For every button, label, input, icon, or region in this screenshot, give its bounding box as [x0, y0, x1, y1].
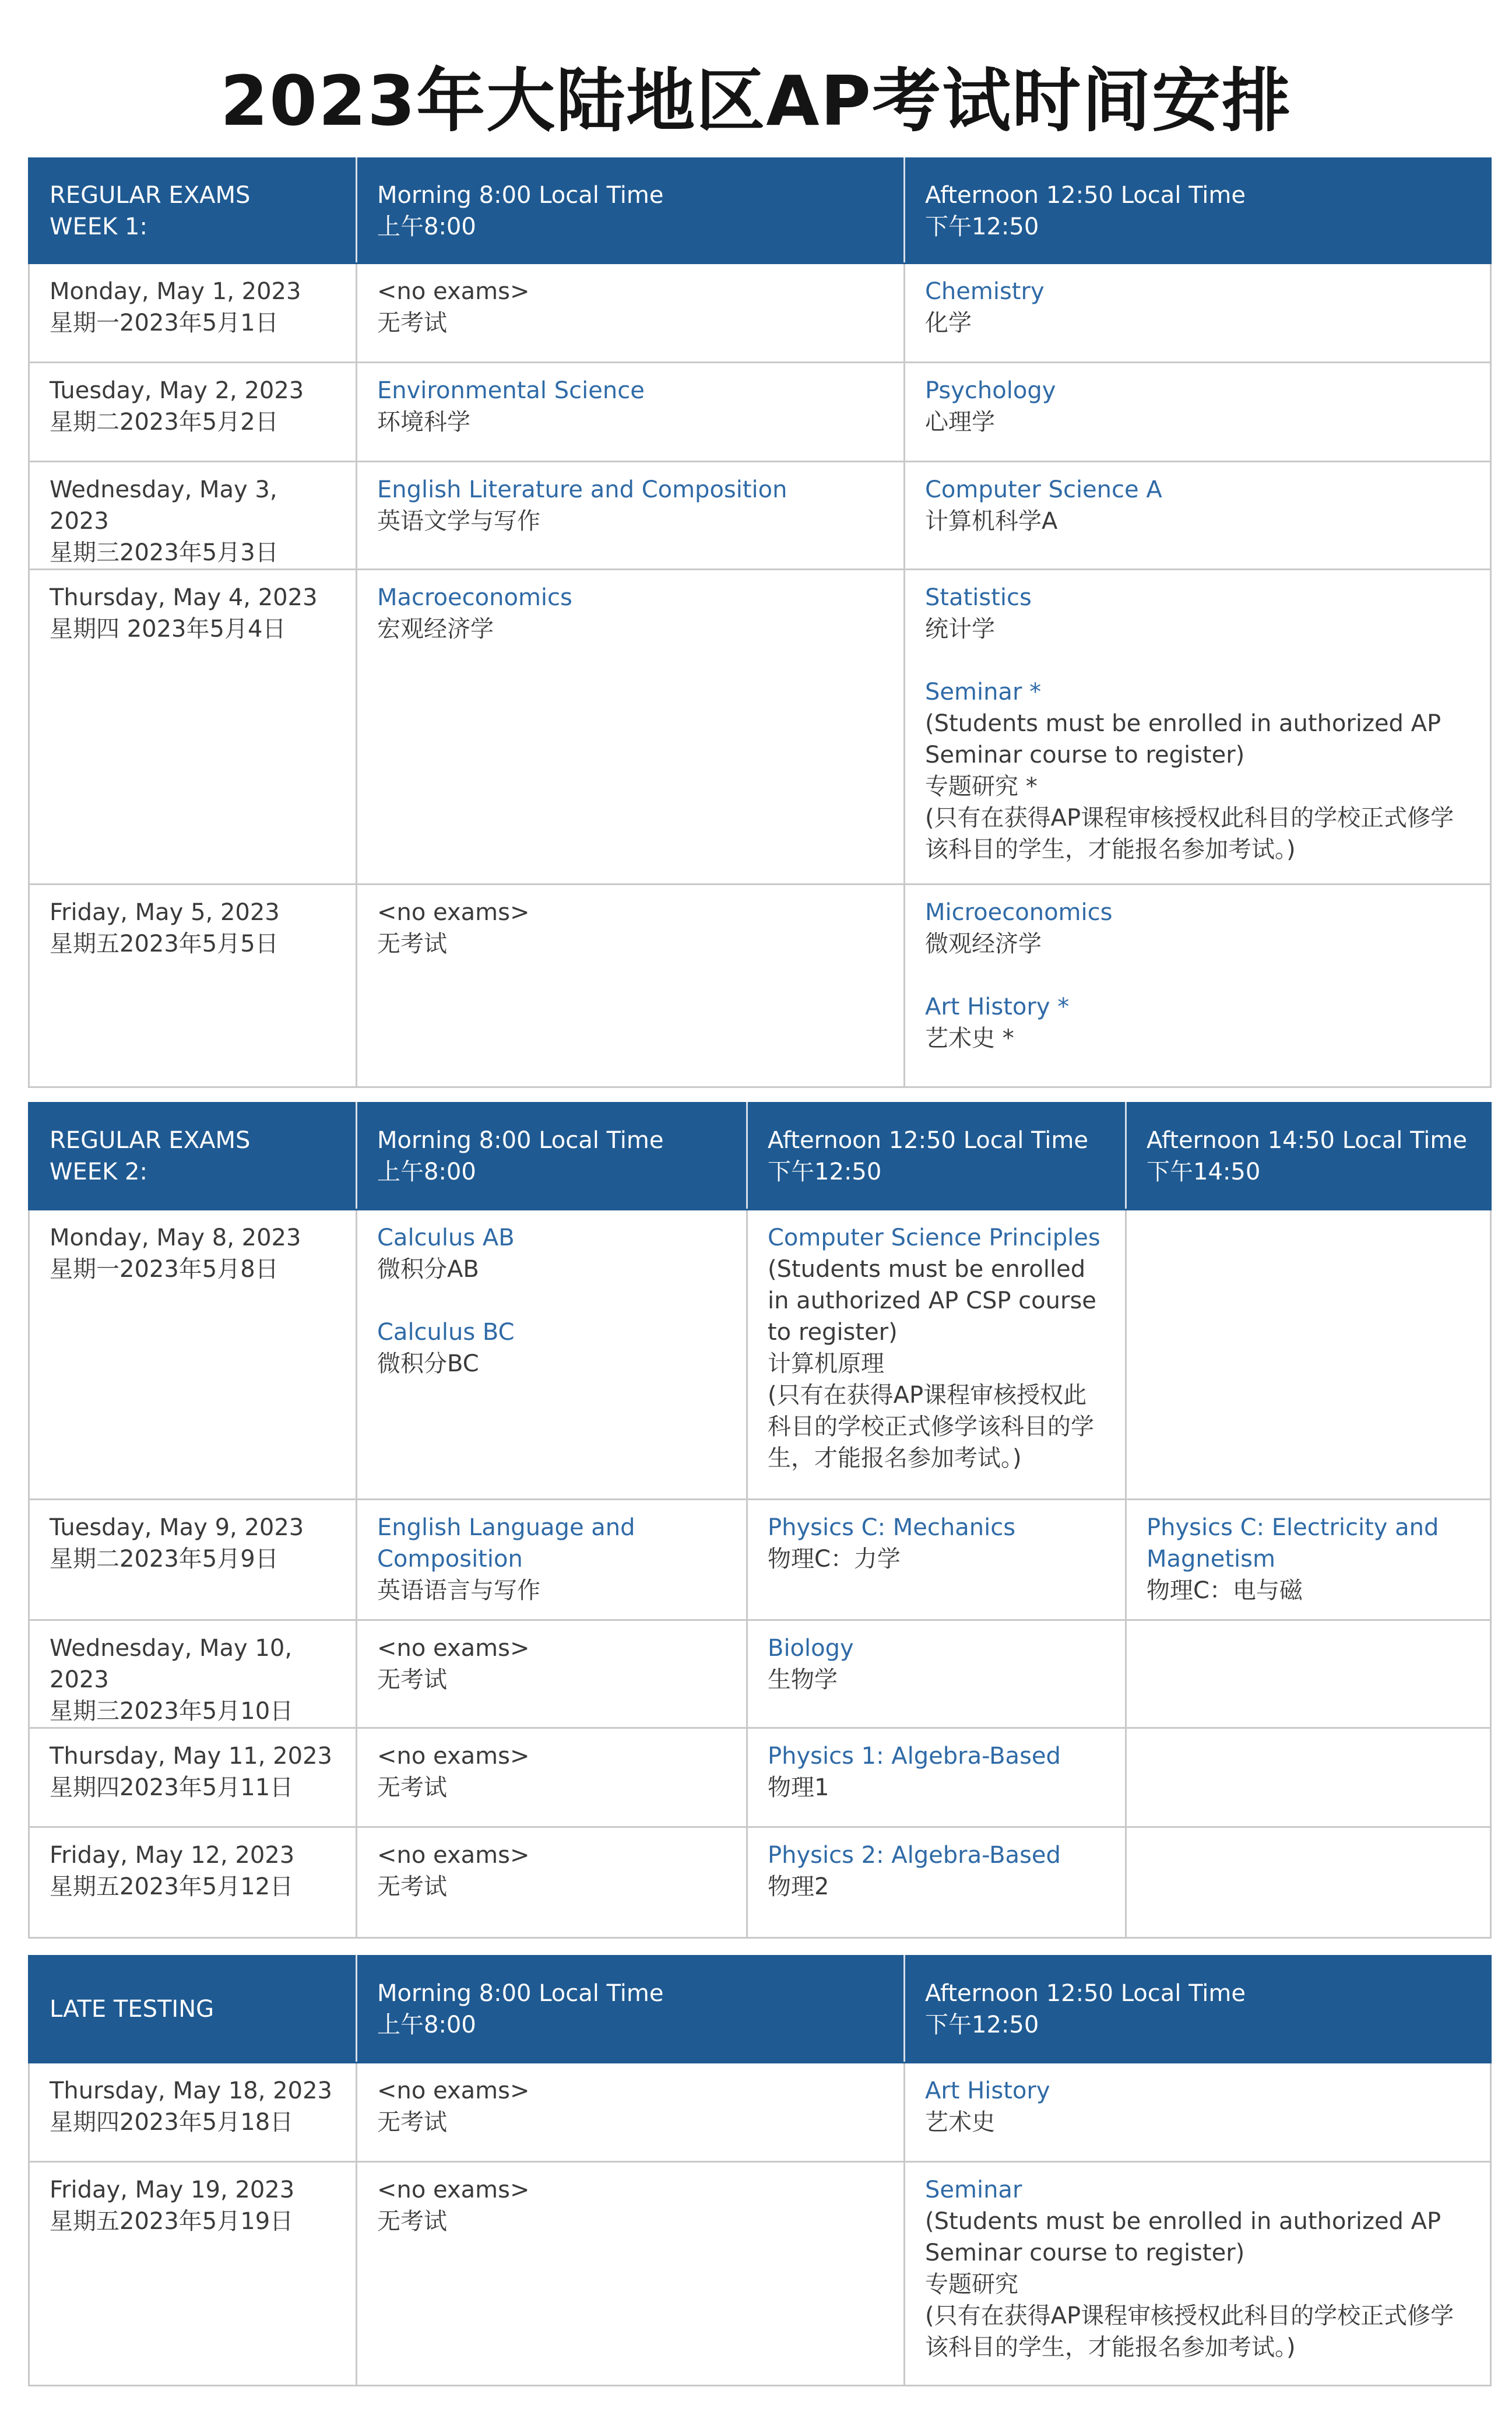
table-header-row: [29, 1103, 1491, 1210]
cell-text: <no exams>: [377, 1842, 530, 1869]
cell-text: Afternoon 12:50 Local Time: [768, 1127, 1088, 1154]
cell-text: Afternoon 12:50 Local Time: [925, 181, 1246, 209]
cell-text: <no exams>: [377, 278, 530, 305]
afternoon-cell: [905, 363, 1491, 462]
chinese-text: 星期四2023年5月11日: [50, 1774, 294, 1801]
cell-text: Tuesday, May 9, 2023: [50, 1514, 304, 1541]
exam-note: (Students must be enrolled in authorized AP Seminar course to register): [925, 710, 1441, 768]
chinese-text: 无考试: [377, 2208, 447, 2235]
exam-subject: Physics C: Electricity and Magnetism: [1147, 1514, 1439, 1572]
date-cell: [29, 1827, 357, 1938]
morning-cell: [357, 1210, 747, 1500]
cell-text: <no exams>: [377, 899, 530, 926]
header-cell: [357, 1956, 905, 2063]
cell-text: Friday, May 5, 2023: [50, 899, 280, 926]
exam-note: (只有在获得AP课程审核授权此科目的学校正式修学该科目的学生，才能报名参加考试。): [925, 805, 1454, 863]
exam-subject: Seminar *: [925, 679, 1042, 705]
exam-note: (Students must be enrolled in authorized AP Seminar course to register): [925, 2208, 1441, 2266]
chinese-text: 英语语言与写作: [377, 1577, 540, 1604]
chinese-text: 无考试: [377, 1873, 447, 1900]
week1-schedule-table: [28, 157, 1492, 1088]
chinese-text: 星期四2023年5月18日: [50, 2109, 294, 2136]
exam-subject: Psychology: [925, 377, 1056, 404]
chinese-text: 星期一2023年5月8日: [50, 1256, 279, 1283]
morning-cell: [357, 1827, 747, 1938]
cell-text: LATE TESTING: [50, 1996, 215, 2023]
morning-cell: [357, 2063, 905, 2162]
spacer: [925, 645, 1470, 676]
exam-subject: Art History: [925, 2077, 1050, 2104]
afternoon-1250-cell: [747, 1500, 1126, 1620]
afternoon-1450-cell: [1126, 1620, 1491, 1728]
cell-text: Monday, May 8, 2023: [50, 1224, 301, 1251]
exam-subject: Biology: [768, 1635, 854, 1662]
chinese-text: 专题研究 *: [925, 773, 1038, 800]
cell-text: REGULAR EXAMS: [50, 181, 251, 209]
cell-text: Thursday, May 18, 2023: [50, 2077, 332, 2104]
exam-subject: English Literature and Composition: [377, 476, 787, 503]
date-cell: [29, 570, 357, 884]
date-cell: [29, 1500, 357, 1620]
cell-text: 下午12:50: [925, 2012, 1039, 2038]
chinese-text: 物理C：电与磁: [1147, 1577, 1303, 1604]
exam-subject: Computer Science A: [925, 476, 1162, 503]
cell-text: Afternoon 14:50 Local Time: [1147, 1127, 1467, 1154]
table-row: [29, 1210, 1491, 1500]
exam-note: (只有在获得AP课程审核授权此科目的学校正式修学该科目的学生，才能报名参加考试。): [925, 2302, 1454, 2361]
chinese-text: 物理1: [768, 1774, 829, 1801]
cell-text: Tuesday, May 2, 2023: [50, 377, 304, 404]
table-header-row: [29, 159, 1491, 264]
afternoon-cell: [905, 2162, 1491, 2386]
afternoon-1450-cell: [1126, 1728, 1491, 1827]
cell-text: <no exams>: [377, 2077, 530, 2104]
afternoon-cell: [905, 264, 1491, 363]
cell-text: WEEK 1:: [50, 213, 147, 240]
date-cell: [29, 1728, 357, 1827]
afternoon-1450-cell: [1126, 1210, 1491, 1500]
morning-cell: [357, 1500, 747, 1620]
chinese-text: 生物学: [768, 1666, 838, 1693]
exam-subject: Microeconomics: [925, 899, 1113, 926]
chinese-text: 星期五2023年5月12日: [50, 1873, 294, 1900]
table-row: [29, 1827, 1491, 1938]
exam-subject: English Language and Composition: [377, 1514, 635, 1572]
morning-cell: [357, 884, 905, 1087]
late-testing-table: [28, 1955, 1492, 2386]
afternoon-1450-cell: [1126, 1827, 1491, 1938]
cell-text: 上午8:00: [377, 213, 476, 240]
chinese-text: 星期五2023年5月5日: [50, 931, 279, 957]
chinese-text: 星期二2023年5月9日: [50, 1546, 279, 1572]
afternoon-1250-cell: [747, 1620, 1126, 1728]
chinese-text: 环境科学: [377, 409, 470, 436]
table-row: [29, 1620, 1491, 1728]
exam-subject: Art History *: [925, 994, 1070, 1020]
date-cell: [29, 1620, 357, 1728]
cell-text: <no exams>: [377, 1743, 530, 1770]
chinese-text: 无考试: [377, 2109, 447, 2136]
cell-text: 下午14:50: [1147, 1159, 1261, 1185]
chinese-text: 星期一2023年5月1日: [50, 310, 279, 336]
table-row: [29, 2162, 1491, 2386]
exam-note: (Students must be enrolled in authorized AP CSP course to register): [768, 1256, 1096, 1346]
morning-cell: [357, 2162, 905, 2386]
date-cell: [29, 363, 357, 462]
morning-cell: [357, 462, 905, 570]
chinese-text: 星期三2023年5月10日: [50, 1698, 294, 1725]
cell-text: Friday, May 12, 2023: [50, 1842, 295, 1869]
afternoon-1250-cell: [747, 1827, 1126, 1938]
exam-subject: Calculus BC: [377, 1319, 515, 1346]
chinese-text: 星期二2023年5月2日: [50, 409, 279, 436]
table-row: [29, 1500, 1491, 1620]
exam-subject: Chemistry: [925, 278, 1045, 305]
exam-subject: Calculus AB: [377, 1224, 515, 1251]
afternoon-1450-cell: [1126, 1500, 1491, 1620]
cell-text: Morning 8:00 Local Time: [377, 1980, 664, 2007]
chinese-text: 微积分BC: [377, 1350, 479, 1377]
header-cell: [905, 1956, 1491, 2063]
cell-text: 下午12:50: [925, 213, 1039, 240]
morning-cell: [357, 1620, 747, 1728]
morning-cell: [357, 363, 905, 462]
cell-text: Wednesday, May 3, 2023: [50, 476, 277, 535]
header-cell: [747, 1103, 1126, 1210]
header-cell: [1126, 1103, 1491, 1210]
date-cell: [29, 264, 357, 363]
exam-note: (只有在获得AP课程审核授权此科目的学校正式修学该科目的学生，才能报名参加考试。): [768, 1382, 1094, 1472]
afternoon-cell: [905, 884, 1491, 1087]
chinese-text: 统计学: [925, 616, 995, 643]
chinese-text: 无考试: [377, 1774, 447, 1801]
afternoon-1250-cell: [747, 1728, 1126, 1827]
chinese-text: 计算机科学A: [925, 508, 1058, 535]
cell-text: WEEK 2:: [50, 1159, 147, 1185]
afternoon-cell: [905, 570, 1491, 884]
date-cell: [29, 884, 357, 1087]
chinese-text: 无考试: [377, 1666, 447, 1693]
exam-subject: Physics C: Mechanics: [768, 1514, 1016, 1541]
cell-text: Morning 8:00 Local Time: [377, 1127, 664, 1154]
header-cell: [357, 1103, 747, 1210]
date-cell: [29, 2162, 357, 2386]
spacer: [377, 1285, 726, 1317]
exam-subject: Environmental Science: [377, 377, 645, 404]
header-cell: [357, 159, 905, 264]
header-cell: [29, 159, 357, 264]
exam-subject: Seminar: [925, 2177, 1022, 2203]
header-cell: [905, 159, 1491, 264]
date-cell: [29, 462, 357, 570]
table-row: [29, 1728, 1491, 1827]
chinese-text: 无考试: [377, 931, 447, 957]
cell-text: Afternoon 12:50 Local Time: [925, 1980, 1246, 2007]
chinese-text: 英语文学与写作: [377, 508, 540, 535]
chinese-text: 心理学: [925, 409, 995, 436]
cell-text: Morning 8:00 Local Time: [377, 181, 664, 209]
week2-schedule-table: [28, 1102, 1492, 1939]
chinese-text: 星期五2023年5月19日: [50, 2208, 294, 2235]
cell-text: 下午12:50: [768, 1159, 882, 1185]
chinese-text: 微积分AB: [377, 1256, 479, 1283]
chinese-text: 星期三2023年5月3日: [50, 539, 279, 566]
header-cell: [29, 1956, 357, 2063]
cell-text: Wednesday, May 10, 2023: [50, 1635, 293, 1693]
table-row: [29, 884, 1491, 1087]
page-title: 2023年大陆地区AP考试时间安排: [220, 61, 1292, 141]
exam-subject: Physics 1: Algebra-Based: [768, 1743, 1061, 1770]
chinese-text: 物理2: [768, 1873, 829, 1900]
table-header-row: [29, 1956, 1491, 2063]
exam-subject: Statistics: [925, 584, 1032, 611]
cell-text: Monday, May 1, 2023: [50, 278, 301, 305]
exam-subject: Computer Science Principles: [768, 1224, 1100, 1251]
header-cell: [29, 1103, 357, 1210]
exam-subject: Macroeconomics: [377, 584, 572, 611]
morning-cell: [357, 1728, 747, 1827]
cell-text: <no exams>: [377, 2177, 530, 2203]
table-row: [29, 570, 1491, 884]
cell-text: Thursday, May 4, 2023: [50, 584, 318, 611]
chinese-text: 艺术史: [925, 2109, 995, 2136]
afternoon-cell: [905, 462, 1491, 570]
cell-text: REGULAR EXAMS: [50, 1127, 251, 1154]
date-cell: [29, 2063, 357, 2162]
chinese-text: 专题研究: [925, 2271, 1018, 2298]
morning-cell: [357, 264, 905, 363]
afternoon-1250-cell: [747, 1210, 1126, 1500]
chinese-text: 宏观经济学: [377, 616, 494, 643]
table-row: [29, 462, 1491, 570]
cell-text: Thursday, May 11, 2023: [50, 1743, 332, 1770]
chinese-text: 星期四 2023年5月4日: [50, 616, 286, 643]
date-cell: [29, 1210, 357, 1500]
exam-subject: Physics 2: Algebra-Based: [768, 1842, 1061, 1869]
cell-text: <no exams>: [377, 1635, 530, 1662]
afternoon-cell: [905, 2063, 1491, 2162]
chinese-text: 艺术史 *: [925, 1025, 1014, 1052]
cell-text: 上午8:00: [377, 1159, 476, 1185]
chinese-text: 计算机原理: [768, 1350, 884, 1377]
table-row: [29, 363, 1491, 462]
chinese-text: 化学: [925, 310, 972, 336]
chinese-text: 微观经济学: [925, 931, 1042, 957]
chinese-text: 物理C：力学: [768, 1546, 901, 1572]
table-row: [29, 2063, 1491, 2162]
chinese-text: 无考试: [377, 310, 447, 336]
spacer: [925, 960, 1470, 991]
table-row: [29, 264, 1491, 363]
cell-text: 上午8:00: [377, 2012, 476, 2038]
cell-text: Friday, May 19, 2023: [50, 2177, 295, 2203]
morning-cell: [357, 570, 905, 884]
